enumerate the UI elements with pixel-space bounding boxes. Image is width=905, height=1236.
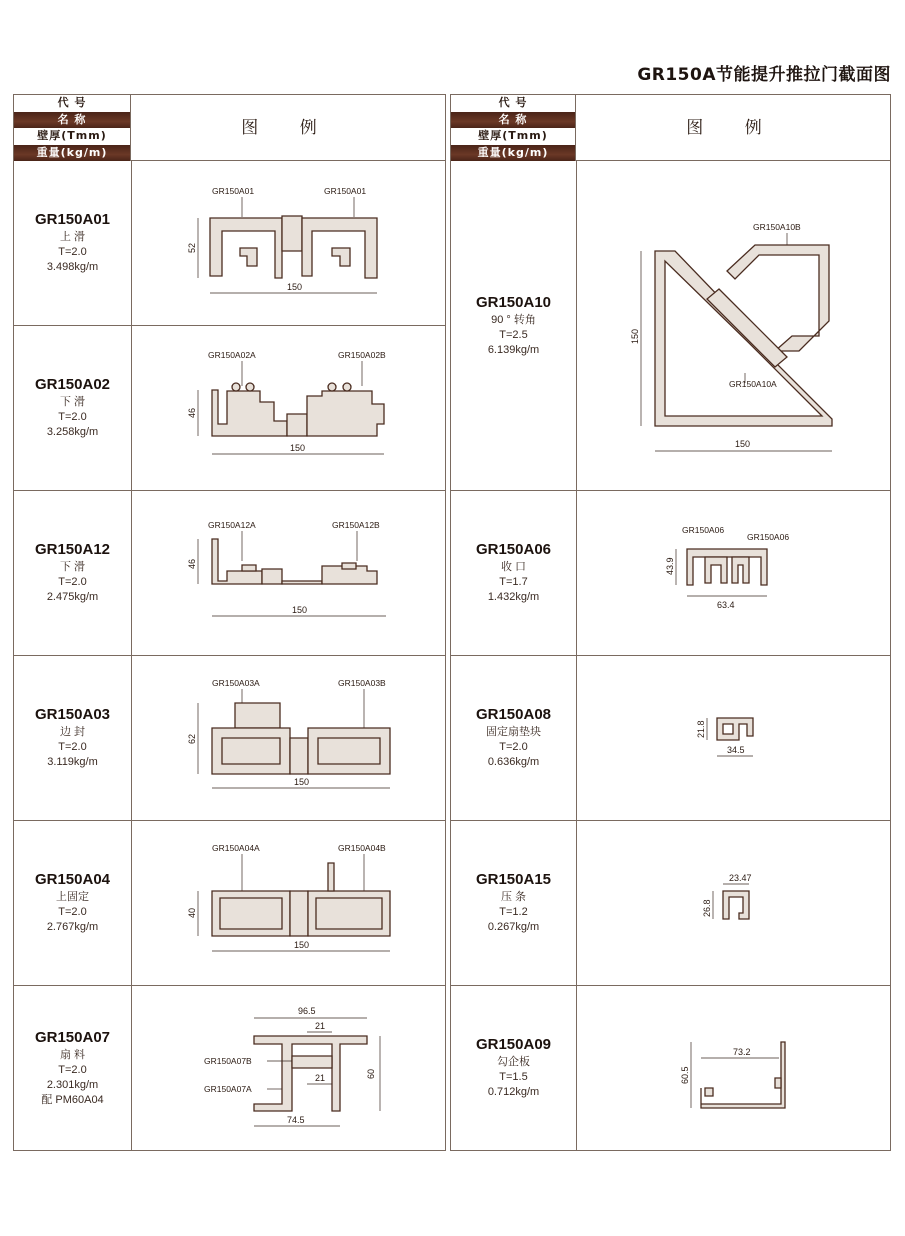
profile-weight: 0.712kg/m	[487, 1086, 540, 1098]
dimension-label: 40	[187, 907, 197, 918]
legend-header: 图 例	[576, 94, 891, 161]
code-header: 代 号	[14, 95, 130, 112]
dimension-label: 46	[187, 407, 197, 418]
profile-drawing	[577, 491, 890, 655]
thickness-header: 壁厚(Tmm)	[451, 128, 575, 145]
part-label: GR150A12A	[208, 520, 256, 530]
code-header: 代 号	[451, 95, 575, 112]
profile-name: 固定扇垫块	[486, 726, 541, 738]
part-label: GR150A07A	[204, 1084, 252, 1094]
dimension-label: 60	[366, 1068, 376, 1079]
profile-name: 勾企板	[497, 1056, 530, 1068]
profile-name: 上固定	[56, 891, 89, 903]
profile-thickness: T=2.0	[58, 1063, 87, 1076]
profile-row	[13, 656, 446, 821]
profile-weight: 6.139kg/m	[487, 343, 540, 356]
profile-info	[451, 491, 577, 655]
profile-info	[14, 161, 132, 325]
dimension-label: 96.5	[298, 1006, 316, 1016]
page-title: GR150A节能提升推拉门截面图	[637, 65, 891, 85]
name-header: 名 称	[14, 112, 130, 129]
profile-row	[450, 491, 891, 656]
dimension-label: 150	[292, 605, 308, 615]
profile-row	[13, 986, 446, 1151]
profile-info	[14, 656, 132, 820]
profile-name: 边 封	[59, 726, 86, 738]
left-column	[13, 94, 446, 1151]
profile-weight: 3.498kg/m	[46, 261, 99, 273]
profile-drawing	[132, 491, 445, 655]
profile-code: GR150A01	[34, 211, 111, 228]
dimension-label: 150	[735, 439, 751, 449]
profile-thickness: T=2.0	[58, 411, 87, 423]
profile-catalog	[13, 94, 891, 1151]
legend-header: 图 例	[131, 94, 446, 161]
profile-row	[450, 986, 891, 1151]
profile-name: 90 ° 转角	[491, 313, 536, 326]
dimension-label: 62	[187, 733, 197, 744]
profile-thickness: T=2.0	[58, 246, 87, 258]
dimension-label: 63.4	[717, 600, 735, 610]
dimension-label: 60.5	[680, 1066, 690, 1084]
dimension-label: 34.5	[727, 745, 745, 755]
profile-weight: 0.636kg/m	[487, 756, 540, 768]
profile-info	[451, 161, 577, 490]
dimension-label: 150	[630, 328, 640, 344]
profile-drawing	[132, 326, 445, 490]
profile-drawing	[132, 986, 445, 1150]
profile-code: GR150A07	[34, 1028, 111, 1046]
profile-name: 扇 料	[59, 1048, 86, 1061]
header-labels	[13, 94, 131, 161]
profile-row	[450, 656, 891, 821]
part-label: GR150A02B	[338, 350, 386, 360]
profile-thickness: T=1.5	[499, 1071, 528, 1083]
profile-row	[450, 821, 891, 986]
profile-code: GR150A09	[475, 1036, 552, 1053]
dimension-label: 73.2	[733, 1047, 751, 1057]
profile-thickness: T=2.0	[58, 906, 87, 918]
profile-thickness: T=2.5	[499, 328, 528, 341]
weight-header: 重量(kg/m)	[14, 145, 130, 162]
dimension-label: 26.8	[702, 899, 712, 917]
profile-thickness: T=2.0	[499, 741, 528, 753]
dimension-label: 150	[290, 443, 306, 453]
part-label: GR150A04A	[212, 843, 260, 853]
profile-code: GR150A02	[34, 376, 111, 393]
dimension-label: 150	[294, 940, 310, 950]
profile-name: 收 口	[500, 561, 527, 573]
profile-code: GR150A12	[34, 541, 111, 558]
table-header	[450, 94, 891, 161]
right-column	[450, 94, 891, 1151]
profile-weight: 2.475kg/m	[46, 591, 99, 603]
dimension-label: 150	[287, 282, 303, 292]
profile-thickness: T=1.2	[499, 906, 528, 918]
profile-weight: 1.432kg/m	[487, 591, 540, 603]
profile-weight: 0.267kg/m	[487, 921, 540, 933]
part-label: GR150A10B	[753, 222, 801, 232]
profile-code: GR150A06	[475, 541, 552, 558]
profile-drawing	[577, 656, 890, 820]
profile-row	[13, 161, 446, 326]
dimension-label: 21	[315, 1073, 326, 1083]
part-label: GR150A07B	[204, 1056, 252, 1066]
profile-row	[13, 821, 446, 986]
profile-row	[13, 326, 446, 491]
profile-drawing	[132, 161, 445, 325]
profile-drawing	[577, 986, 890, 1150]
profile-accessory: 配 PM60A04	[41, 1093, 104, 1106]
profile-code: GR150A04	[34, 871, 111, 888]
part-label: GR150A04B	[338, 843, 386, 853]
profile-thickness: T=1.7	[499, 576, 528, 588]
part-label: GR150A01	[324, 186, 367, 196]
profile-code: GR150A15	[475, 871, 552, 888]
profile-weight: 3.258kg/m	[46, 426, 99, 438]
dimension-label: 74.5	[287, 1115, 305, 1125]
part-label: GR150A12B	[332, 520, 380, 530]
part-label: GR150A02A	[208, 350, 256, 360]
profile-drawing	[132, 656, 445, 820]
profile-row	[13, 491, 446, 656]
part-label: GR150A10A	[729, 379, 777, 389]
header-labels	[450, 94, 576, 161]
part-label: GR150A03A	[212, 678, 260, 688]
profile-drawing	[132, 821, 445, 985]
profile-drawing	[577, 821, 890, 985]
profile-info	[14, 821, 132, 985]
profile-name: 上 滑	[59, 231, 86, 243]
dimension-label: 150	[294, 777, 310, 787]
profile-info	[451, 986, 577, 1150]
profile-weight: 3.119kg/m	[47, 756, 98, 768]
profile-weight: 2.767kg/m	[46, 921, 99, 933]
dimension-label: 43.9	[665, 557, 675, 575]
profile-code: GR150A10	[475, 293, 552, 311]
profile-row	[450, 161, 891, 491]
name-header: 名 称	[451, 112, 575, 129]
profile-code: GR150A08	[475, 706, 552, 723]
dimension-label: 21.8	[696, 720, 706, 738]
profile-info	[451, 656, 577, 820]
profile-info	[14, 326, 132, 490]
part-label: GR150A01	[212, 186, 255, 196]
profile-info	[451, 821, 577, 985]
thickness-header: 壁厚(Tmm)	[14, 128, 130, 145]
profile-info	[14, 986, 132, 1150]
table-header	[13, 94, 446, 161]
dimension-label: 21	[315, 1021, 326, 1031]
part-label: GR150A06	[747, 532, 790, 542]
profile-code: GR150A03	[34, 706, 111, 723]
weight-header: 重量(kg/m)	[451, 145, 575, 162]
profile-name: 压 条	[500, 891, 527, 903]
dimension-label: 46	[187, 558, 197, 569]
profile-thickness: T=2.0	[58, 576, 87, 588]
dimension-label: 23.47	[729, 873, 752, 883]
part-label: GR150A03B	[338, 678, 386, 688]
profile-drawing	[577, 161, 890, 490]
profile-name: 下 滑	[59, 561, 86, 573]
dimension-label: 52	[187, 242, 197, 253]
profile-weight: 2.301kg/m	[46, 1078, 99, 1091]
profile-info	[14, 491, 132, 655]
profile-name: 下 滑	[59, 396, 86, 408]
part-label: GR150A06	[682, 525, 725, 535]
profile-thickness: T=2.0	[58, 741, 87, 753]
